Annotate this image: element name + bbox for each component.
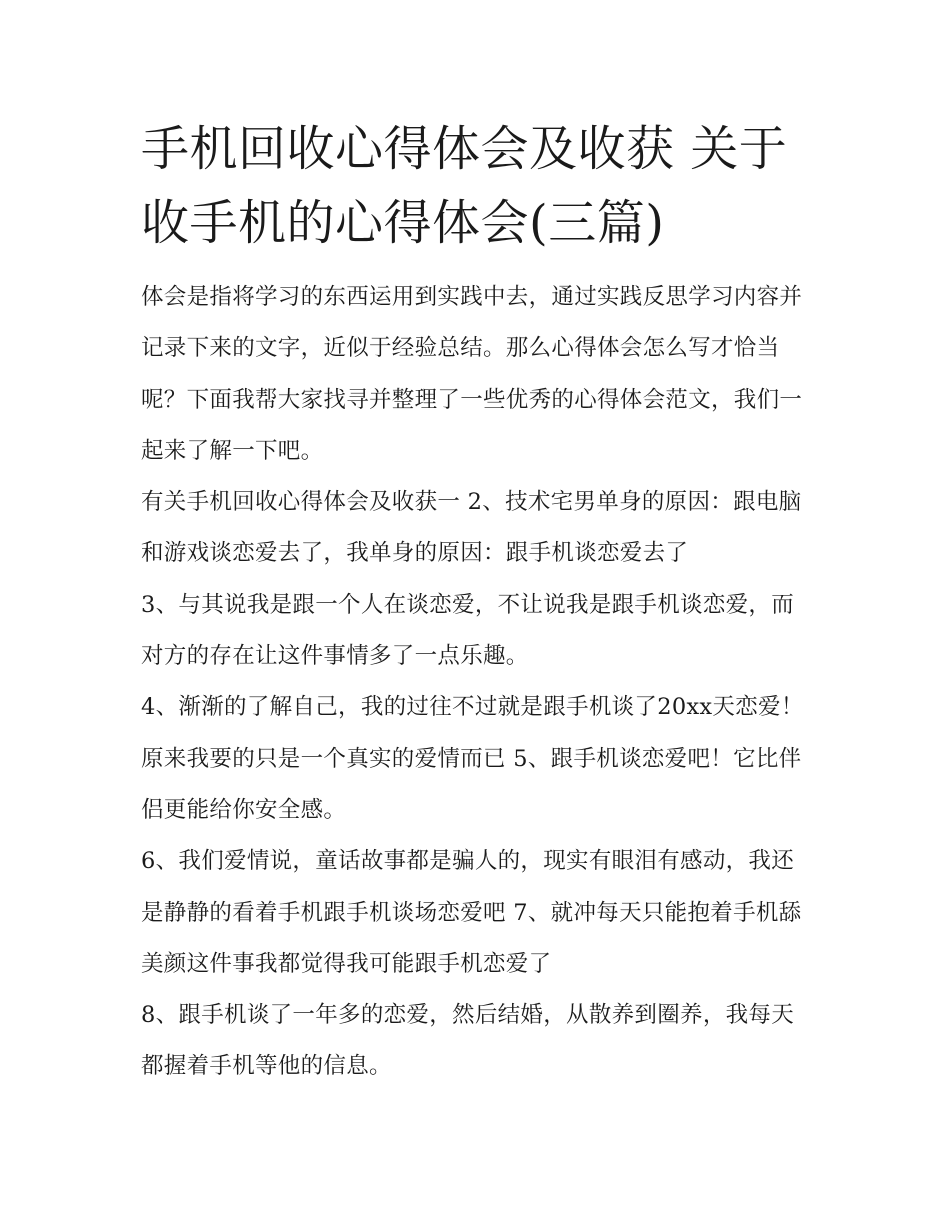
document-title: 手机回收心得体会及收获 关于收手机的心得体会(三篇)	[141, 121, 788, 251]
paragraph-1: 有关手机回收心得体会及收获一 2、技术宅男单身的原因：跟电脑和游戏谈恋爱去了，我单身的原因：跟手机谈恋爱去了	[141, 489, 802, 567]
paragraph-intro: 体会是指将学习的东西运用到实践中去，通过实践反思学习内容并记录下来的文字，近似于经验总结。那么心得体会怎么写才恰当呢？下面我帮大家找寻并整理了一些优秀的心得体会范文，我们一起来了解一下吧。	[141, 284, 803, 464]
paragraph-3: 4、渐渐的了解自己，我的过往不过就是跟手机谈了20xx天恋爱！原来我要的只是一个真实的爱情而已 5、跟手机谈恋爱吧！它比伴侣更能给你安全感。	[141, 694, 804, 823]
paragraph-5: 8、跟手机谈了一年多的恋爱，然后结婚，从散养到圈养，我每天都握着手机等他的信息。	[141, 1002, 795, 1080]
paragraph-4: 6、我们爱情说，童话故事都是骗人的，现实有眼泪有感动，我还是静静的看着手机跟手机谈场恋爱吧 7、就冲每天只能抱着手机舔美颜这件事我都觉得我可能跟手机恋爱了	[141, 848, 802, 977]
document-page	[141, 112, 813, 1093]
paragraph-2: 3、与其说我是跟一个人在谈恋爱，不让说我是跟手机谈恋爱，而对方的存在让这件事情多了一点乐趣。	[141, 591, 795, 670]
